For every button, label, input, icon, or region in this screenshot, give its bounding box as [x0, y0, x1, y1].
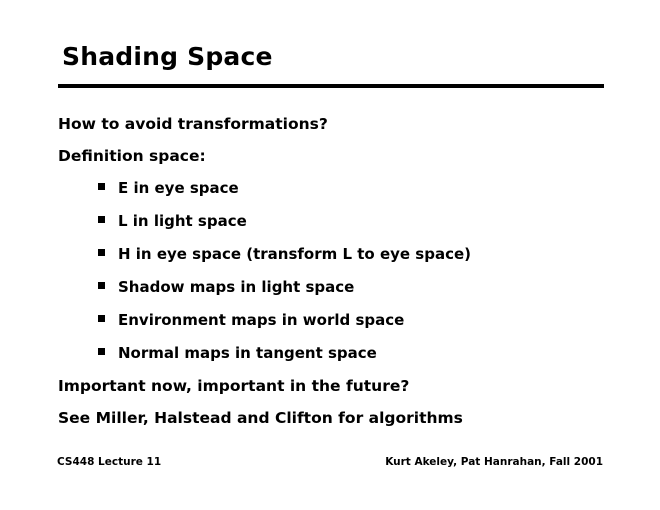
body-line-intro: How to avoid transformations?	[58, 115, 328, 133]
slide-footer	[0, 456, 660, 476]
list-item	[58, 238, 618, 271]
list-item-label: E in eye space	[118, 179, 239, 197]
square-bullet-icon	[98, 315, 105, 322]
page-title: Shading Space	[62, 42, 273, 71]
body-line-references: See Miller, Halstead and Clifton for algorithms	[58, 409, 463, 427]
list-item	[58, 271, 618, 304]
title-divider	[58, 84, 604, 88]
list-item	[58, 337, 618, 370]
list-item	[58, 205, 618, 238]
bullet-list	[58, 172, 618, 370]
list-item-label: Normal maps in tangent space	[118, 344, 377, 362]
slide-body	[58, 108, 618, 434]
list-item	[58, 172, 618, 205]
list-item-label: H in eye space (transform L to eye space)	[118, 245, 472, 263]
list-item-label: L in light space	[118, 212, 247, 230]
body-line-important-now: Important now, important in the future?	[58, 377, 410, 395]
body-line-definition-space: Definition space:	[58, 147, 206, 165]
list-item	[58, 304, 618, 337]
footer-course-label: CS448 Lecture 11	[57, 456, 162, 468]
square-bullet-icon	[98, 183, 105, 190]
square-bullet-icon	[98, 216, 105, 223]
square-bullet-icon	[98, 348, 105, 355]
square-bullet-icon	[98, 249, 105, 256]
list-item-label: Environment maps in world space	[118, 311, 405, 329]
list-item-label: Shadow maps in light space	[118, 278, 355, 296]
footer-authors-label: Kurt Akeley, Pat Hanrahan, Fall 2001	[385, 456, 603, 468]
square-bullet-icon	[98, 282, 105, 289]
